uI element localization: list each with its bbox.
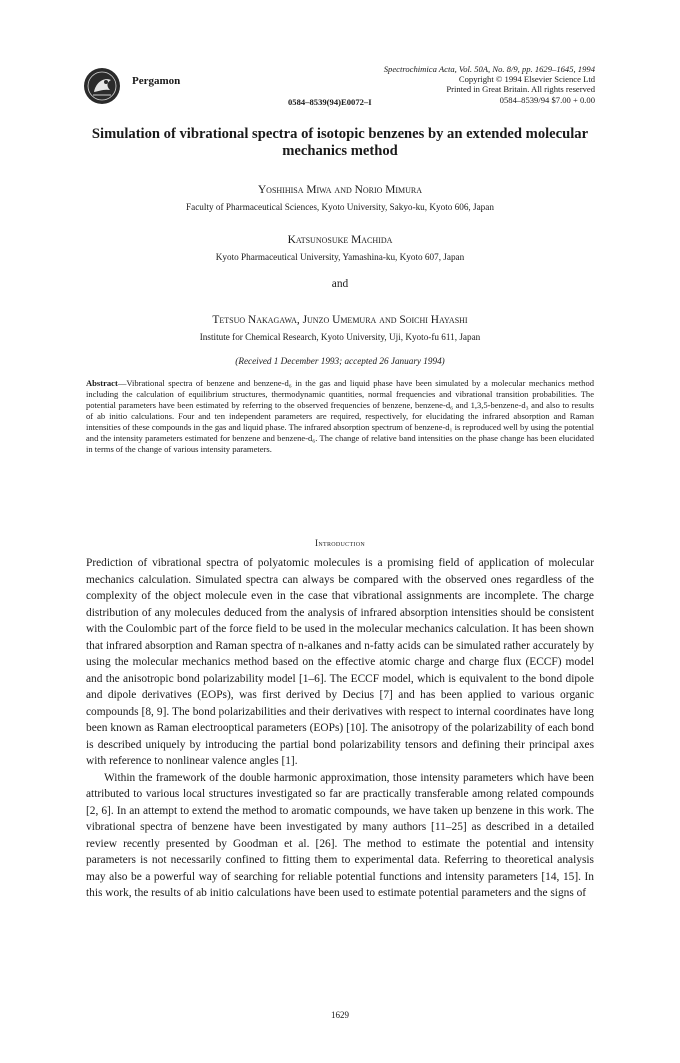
paper-title: Simulation of vibrational spectra of isotopic benzenes by an extended molecular mechanics method	[91, 126, 589, 159]
intro-paragraph-2: Within the framework of the double harmonic approximation, those intensity parameters which have been attributed to various local structures investigated so far are practically transferable among related compounds [2, 6]. In an attempt to extend the method to aromatic compounds, we have taken up benzene in this work. The vibrational spectra of benzene have been investigated by many authors [11–25] as described in a detailed review recently presented by Goodman et al. [26]. The method to estimate the potential and intensity parameters is not necessarily confined to fitting them to experimental data. Referring to theoretical analysis may also be a powerful way of searching for reliable potential functions and intensity parameters [14, 15]. In this work, the results of ab initio calculations have been used to estimate potential parameters and the signs of	[86, 771, 594, 899]
page-number: 1629	[331, 1010, 349, 1020]
author-machida: Katsunosuke Machida	[287, 234, 393, 246]
abstract	[86, 378, 594, 455]
introduction-body	[86, 555, 594, 902]
author-miwa-mimura: Yoshihisa Miwa and Norio Mimura	[257, 184, 423, 196]
section-heading-introduction	[40, 538, 640, 548]
copyright-line: Copyright © 1994 Elsevier Science Ltd	[458, 74, 595, 85]
received-dates	[40, 356, 640, 366]
section-heading-text: Introduction	[315, 538, 365, 548]
journal-citation: Spectrochimica Acta, Vol. 50A, No. 8/9, pp. 1629–1645, 1994	[383, 64, 595, 74]
publisher-name: Pergamon	[132, 75, 181, 87]
abstract-label: Abstract	[86, 378, 118, 388]
abstract-text: —Vibrational spectra of benzene and benzene-d₆ in the gas and liquid phase have been simulated by a molecular mechanics method including the calculation of equilibrium structures, thermodynamic quantities, normal frequencies and vibrational transition probabilities. The potential parameters have been estimated by referring to the observed frequencies of benzene, benzene-d₆ and 1,3,5-benzene-d₃ and also to results of ab initio calculations. Four and ten independent parameters are required, respectively, for elucidating the infrared absorption and Raman intensities of these compounds in the gas and liquid phase. The infrared absorption spectrum of benzene-d₁ is reproduced well by using the potential and the intensity parameters estimated for benzene and benzene-d₆. The change of relative band intensities on the phase change has been elucidated in terms of the change of various intensity parameters.	[86, 378, 594, 455]
author-line-3: Tetsuo Nakagawa, Junzo Umemura and Soichi Hayashi	[212, 314, 468, 326]
affiliation-chemical-research: Institute for Chemical Research, Kyoto University, Uji, Kyoto-fu 611, Japan	[199, 332, 481, 342]
author-line-1	[40, 184, 640, 196]
intro-paragraph-1: Prediction of vibrational spectra of polyatomic molecules is a promising field of application of molecular mechanics calculation. Simulated spectra can always be compared with the observed ones regardless of the complexity of the object molecule even in the case that vibrational assignments are incomplete. The charge distribution of any molecules deduced from the analysis of infrared absorption intensities should be consistent with the Coulombic part of the force field to be used in the molecular mechanics calculation. It has been shown that infrared absorption and Raman spectra of n-alkanes and n-fatty acids can be simulated rather accurately by using the molecular mechanics method based on the effective atomic charge and charge flux (ECCF) model and the anisotropic bond polarizability model [1–6]. The ECCF model, which is equivalent to the bond dipole and dipole derivatives (EOPs), was first derived by Decius [7] and has been applied to various organic compounds [8, 9]. The bond polarizabilities and their derivatives with respect to internal coordinates have long been known as Raman electrooptical parameters (EOPs) [10]. The anisotropy of the polarizability of each bond is described uniquely by introducing the partial bond polarizability tensors and defining their principal axes with reference to nonlinear valence angles [1].	[86, 557, 594, 767]
article-code: 0584–8539(94)E0072–I	[288, 97, 372, 107]
price-line: 0584–8539/94 $7.00 + 0.00	[499, 94, 595, 105]
and-separator: and	[331, 278, 349, 290]
journal-info	[384, 64, 595, 105]
printed-line: Printed in Great Britain. All rights reserved	[446, 84, 595, 95]
affiliation-kyoto-pharmaceutical: Kyoto Pharmaceutical University, Yamashina-ku, Kyoto 607, Japan	[215, 252, 465, 262]
affiliation-kyoto-university: Faculty of Pharmaceutical Sciences, Kyoto University, Sakyo-ku, Kyoto 606, Japan	[186, 202, 494, 212]
pergamon-logo-icon	[84, 68, 120, 104]
received-text: (Received 1 December 1993; accepted 26 January 1994)	[235, 356, 445, 366]
